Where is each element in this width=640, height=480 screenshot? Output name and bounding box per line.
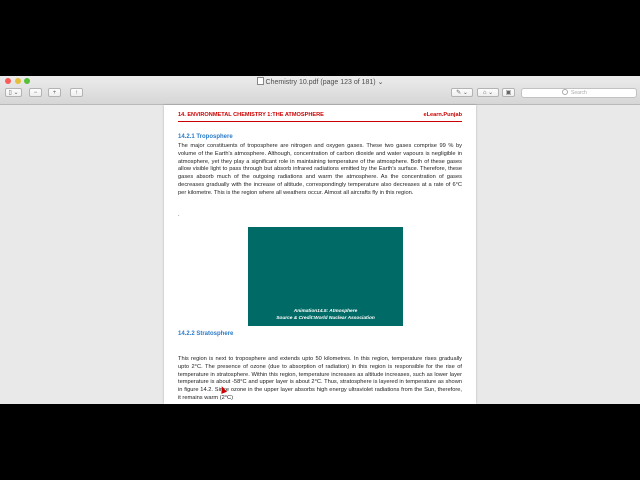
stratosphere-paragraph: This region is next to troposphere and extends upto 50 kilometres. In this region, temperature rises gradually upto 2°C. The presence of ozone (due to absorption of radiation) in this region is responsible for the rise of temperature in stratosphere. Within this region, temperature increases as altitude increases, such as lower layer temperature is about -58°C and upper layer is about 2°C. Thus, stratosphere is layered in temperature as shown in figure 14.2. Since ozone in the upper layer absorbs high energy ultraviolet radiations from the Sun, therefore, it remains warm (2°C)	[178, 356, 462, 401]
markup-button[interactable]: ✎ ⌄	[451, 88, 473, 97]
sidebar-view-button[interactable]: ▯ ⌄	[5, 88, 22, 97]
publisher-label: eLearn.Punjab	[423, 112, 462, 118]
share-button[interactable]: ↑	[70, 88, 83, 97]
animation-caption-title: Animation14.5: Atmosphere	[293, 309, 358, 314]
rotate-button[interactable]: ⌂ ⌄	[477, 88, 499, 97]
stray-dot: .	[178, 212, 180, 218]
window-title-text: Chemistry 10.pdf (page 123 of 181)	[265, 79, 376, 86]
pdf-document-icon	[257, 77, 264, 85]
animation-caption-source: Source & Credit:World Nuclear Association	[276, 316, 375, 321]
pdf-page	[164, 105, 476, 404]
zoom-out-button[interactable]: −	[29, 88, 42, 97]
chapter-title: 14. ENVIRONMETAL CHEMISTRY 1:THE ATMOSPHERE	[178, 112, 324, 118]
animation-frame[interactable]	[248, 227, 403, 326]
window-title[interactable]	[0, 77, 640, 86]
zoom-in-button[interactable]: +	[48, 88, 61, 97]
document-viewport[interactable]	[0, 105, 640, 404]
preview-window	[0, 76, 640, 404]
toolbox-button[interactable]: ▣	[502, 88, 515, 97]
section-heading-troposphere: 14.2.1 Troposphere	[178, 134, 233, 140]
search-icon	[562, 89, 568, 95]
search-placeholder: Search	[571, 90, 587, 96]
troposphere-paragraph: The major constituents of troposphere are nitrogen and oxygen gases. These two gases comprise 99 % by volume of the Earth's atmosphere. Although, concentration of carbon dioxide and water vapours is negligible in atmosphere, yet they play a significant role in maintaining temperature of the atmosphere. Both of these gases allow visible light to pass through but absorb infrared radiations emitted by the Earth's surface. Therefore, these gases absorb much of the outgoing radiations and warm the atmosphere. As the concentration of gases decreases gradually with the increase of altitude, correspondingly temperature also decreases at a rate of 6°C per kilometre. This is the region where all weathers occur. Almost all aircrafts fly in this region.	[178, 143, 462, 196]
page-header	[178, 112, 462, 122]
section-heading-stratosphere: 14.2.2 Stratosphere	[178, 331, 234, 337]
search-field[interactable]	[521, 88, 637, 98]
chevron-down-icon: ⌄	[377, 79, 384, 86]
titlebar	[0, 76, 640, 105]
